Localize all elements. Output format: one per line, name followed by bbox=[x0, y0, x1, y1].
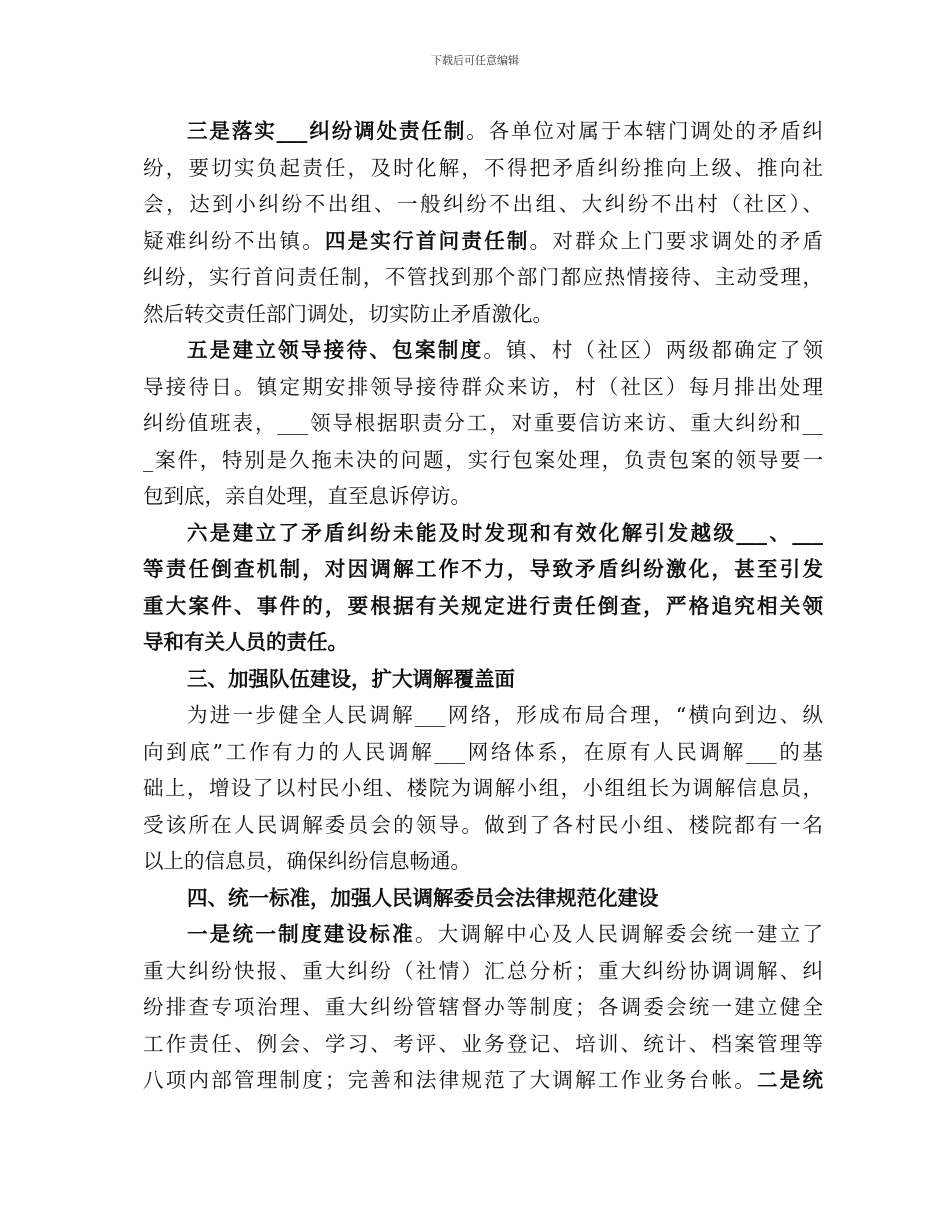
text-line bbox=[143, 405, 823, 442]
text-line bbox=[143, 989, 823, 1026]
body-text: 纷，要切实负起责任，及时化解，不得把矛盾纠纷推向上级、推向社 bbox=[143, 155, 823, 180]
bold-text: 重大案件、事件的，要根据有关规定进行责任倒查，严格追究相关领 bbox=[143, 593, 823, 618]
body-text: 疑难纠纷不出镇。 bbox=[143, 228, 325, 253]
text-line bbox=[143, 1026, 823, 1063]
text-line bbox=[143, 1062, 823, 1099]
text-line bbox=[143, 223, 823, 260]
text-line bbox=[143, 588, 823, 625]
page-header: 下载后可任意编辑 bbox=[431, 54, 519, 67]
body-text: 纷排查专项治理、重大纠纷管辖督办等制度；各调委会统一建立健全 bbox=[143, 995, 823, 1019]
text-line bbox=[143, 332, 823, 369]
text-line bbox=[143, 624, 823, 661]
bold-text: 一是统一制度建设标准 bbox=[187, 922, 415, 946]
body-text: 受该所在人民调解委员会的领导。做到了各村民小组、楼院都有一名 bbox=[143, 812, 823, 837]
body-text: _案件，特别是久拖未决的问题，实行包案处理，负责包案的领导要一 bbox=[143, 447, 823, 472]
body-text: 包到底，亲自处理，直至息诉停访。 bbox=[143, 484, 471, 508]
text-line bbox=[143, 661, 823, 698]
body-text: 纠纷值班表，___领导根据职责分工，对重要信访来访、重大纠纷和__ bbox=[143, 411, 823, 435]
body-text: 重大纠纷快报、重大纠纷（社情）汇总分析；重大纠纷协调调解、纠 bbox=[143, 958, 823, 983]
text-line bbox=[143, 150, 823, 187]
body-text: 八项内部管理制度；完善和法律规范了大调解工作业务台帐。 bbox=[143, 1068, 758, 1092]
document-body bbox=[143, 113, 823, 1099]
body-text: 会，达到小纠纷不出组、一般纠纷不出组、大纠纷不出村（社区）、 bbox=[143, 192, 823, 216]
bold-text: 四是实行首问责任制 bbox=[324, 228, 530, 253]
bold-text: 五是建立领导接待、包案制度 bbox=[187, 338, 484, 362]
bold-text: 三是落实___纠纷调处责任制 bbox=[187, 119, 467, 143]
text-line bbox=[143, 442, 823, 479]
text-line bbox=[143, 734, 823, 771]
text-line bbox=[143, 843, 823, 880]
text-line bbox=[143, 551, 823, 588]
text-line bbox=[143, 186, 823, 223]
bold-text: 二是统 bbox=[757, 1068, 823, 1092]
bold-text: 六是建立了矛盾纠纷未能及时发现和有效化解引发越级___、___ bbox=[187, 520, 823, 545]
bold-text: 三、加强队伍建设，扩大调解覆盖面 bbox=[187, 666, 515, 691]
text-line bbox=[143, 880, 823, 917]
text-line bbox=[143, 515, 823, 552]
text-line bbox=[143, 916, 823, 953]
text-line bbox=[143, 807, 823, 844]
bold-text: 等责任倒查机制，对因调解工作不力，导致矛盾纠纷激化，甚至引发 bbox=[143, 557, 823, 581]
text-line bbox=[143, 369, 823, 406]
body-text: 为进一步健全人民调解___网络，形成布局合理，“横向到边、纵 bbox=[187, 703, 823, 727]
body-text: 向到底”工作有力的人民调解___网络体系，在原有人民调解___的基 bbox=[143, 739, 823, 764]
body-text: 然后转交责任部门调处，切实防止矛盾激化。 bbox=[143, 301, 553, 326]
text-line bbox=[143, 953, 823, 990]
body-text: 。镇、村（社区）两级都确定了领 bbox=[483, 338, 824, 362]
text-line bbox=[143, 770, 823, 807]
bold-text: 四、统一标准，加强人民调解委员会法律规范化建设 bbox=[187, 885, 659, 910]
bold-text: 导和有关人员的责任。 bbox=[143, 630, 348, 654]
text-line bbox=[143, 697, 823, 734]
body-text: 工作责任、例会、学习、考评、业务登记、培训、统计、档案管理等 bbox=[143, 1031, 823, 1056]
text-line bbox=[143, 296, 823, 333]
body-text: 。对群众上门要求调处的矛盾 bbox=[529, 228, 824, 253]
body-text: 础上，增设了以村民小组、楼院为调解小组，小组组长为调解信息员， bbox=[143, 776, 823, 800]
body-text: 纠纷，实行首问责任制，不管找到那个部门都应热情接待、主动受理， bbox=[143, 265, 823, 289]
body-text: 。大调解中心及人民调解委会统一建立了 bbox=[414, 922, 824, 946]
body-text: 以上的信息员，确保纠纷信息畅通。 bbox=[143, 849, 471, 873]
text-line bbox=[143, 113, 823, 150]
text-line bbox=[143, 478, 823, 515]
body-text: 导接待日。镇定期安排领导接待群众来访，村（社区）每月排出处理 bbox=[143, 374, 823, 399]
body-text: 。各单位对属于本辖门调处的矛盾纠 bbox=[466, 119, 823, 143]
text-line bbox=[143, 259, 823, 296]
